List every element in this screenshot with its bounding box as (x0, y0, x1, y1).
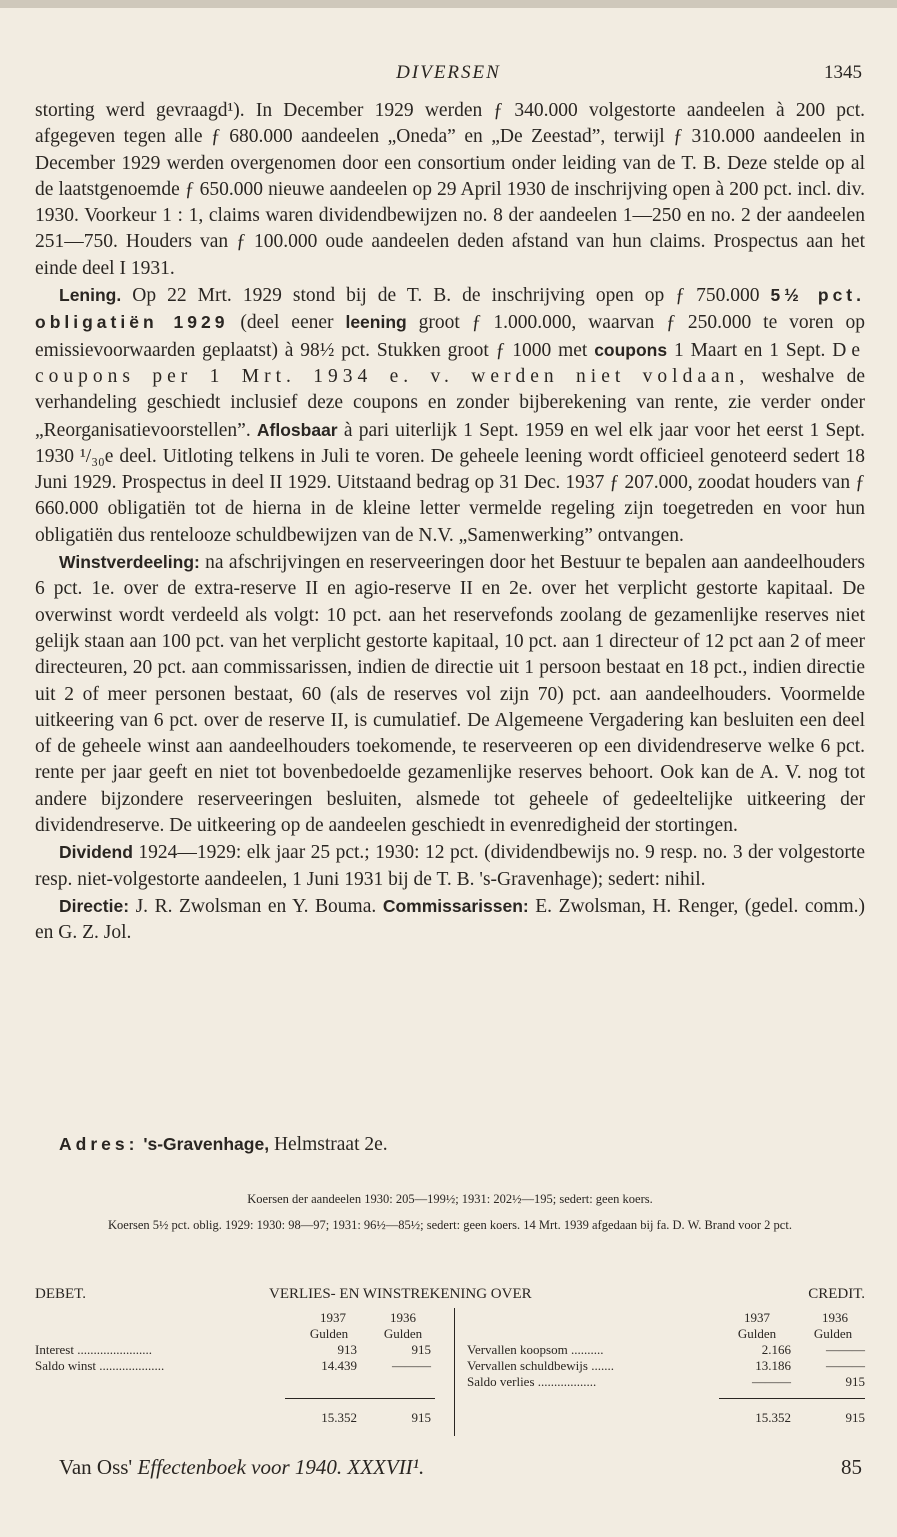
book-reference: Van Oss' Effectenboek voor 1940. XXXVII¹. (59, 1455, 425, 1479)
address-city: 's-Gravenhage, (143, 1134, 270, 1154)
section-title: DIVERSEN (396, 62, 501, 83)
right-total-1937: 15.352 (755, 1410, 791, 1425)
paragraph-dividend: Dividend 1924—1929: elk jaar 25 pct.; 1930: 12 pct. (dividendbewijs no. 9 resp. no. 3 der volgestorte resp. niet-volgestorte aandeelen, 1 Juni 1931 bij de T. B. 's-Gravenhage); sedert: nihil. (35, 842, 865, 890)
right-total-1936: 915 (845, 1410, 865, 1425)
paragraph-capital: storting werd gevraagd¹). In December 1929 werden ƒ 340.000 volgestorte aandeelen à 200 pct. afgegeven tegen alle ƒ 680.000 aandeelen „Oneda” en „De Zeestad”, terwijl ƒ 310.000 aandeelen in December 1929 werden overgenomen door een consortium onder leiding van de T. B. Deze stelde op al de laatstgenoemde ƒ 650.000 nieuwe aandeelen op 29 April 1930 de inschrijving open à 200 pct. incl. div. 1930. Voorkeur 1 : 1, claims waren dividendbewijzen no. 8 der aandeelen 1—250 en no. 2 der aandeelen 251—750. Houders van ƒ 100.000 oude aandeelen deden afstand van hun claims. Prospectus aan het einde deel I 1931. (35, 100, 865, 279)
table-cell: ——— (392, 1358, 431, 1373)
note-share-prices: Koersen der aandeelen 1930: 205—199½; 1931: 202½—195; sedert: geen koers. (247, 1192, 653, 1206)
left-total-rule (285, 1398, 435, 1399)
label-dividend: Dividend (59, 842, 133, 863)
column-divider (454, 1308, 455, 1436)
scan-edge (0, 0, 897, 8)
table-row-label: Interest ....................... (35, 1342, 152, 1357)
label-commissarissen: Commissarissen: (382, 895, 529, 916)
table-cell: ——— (826, 1342, 865, 1357)
table-row-label: Saldo verlies .................. (467, 1374, 597, 1389)
left-total-1936: 915 (411, 1410, 431, 1425)
label-winstverdeeling: Winstverdeeling: (59, 552, 200, 573)
table-cell: ——— (826, 1358, 865, 1373)
table-row-label: Vervallen koopsom .......... (467, 1342, 604, 1357)
table-cell: 13.186 (755, 1358, 791, 1373)
table-row-label: Saldo winst .................... (35, 1358, 165, 1373)
note-bond-prices: Koersen 5½ pct. oblig. 1929: 1930: 98—97; 1931: 96½—85½; sedert: geen koers. 14 Mrt. 1939 afgedaan bij fa. D. W. Brand voor 2 pct. (108, 1218, 792, 1232)
table-cell: 14.439 (321, 1358, 357, 1373)
left-year-1937: 1937 (320, 1310, 346, 1325)
address-label: Adres: (59, 1134, 139, 1154)
table-cell: ——— (752, 1374, 791, 1389)
table-row-label: Vervallen schuldbewijs ....... (467, 1358, 614, 1373)
footer-page-number: 85 (841, 1455, 862, 1479)
page-header (0, 62, 897, 88)
paragraph-directie: Directie: J. R. Zwolsman en Y. Bouma. Commissarissen: E. Zwolsman, H. Renger, (gedel. comm.) en G. Z. Jol. (35, 895, 866, 944)
left-year-1936: 1936 (390, 1310, 416, 1325)
profit-loss-table (35, 1286, 865, 1436)
right-unit-1936: Gulden (813, 1326, 853, 1341)
label-directie: Directie: (59, 895, 130, 916)
table-cell: 913 (337, 1342, 357, 1357)
table-title: VERLIES- EN WINSTREKENING OVER (269, 1286, 532, 1302)
right-year-1936: 1936 (822, 1310, 848, 1325)
left-unit-1936: Gulden (383, 1326, 423, 1341)
left-unit-1937: Gulden (309, 1326, 349, 1341)
spaced-notice: De coupons per 1 Mrt. 1934 e. v. werden niet voldaan, (35, 339, 865, 387)
table-cell: 2.166 (761, 1342, 791, 1357)
right-year-1937: 1937 (744, 1310, 770, 1325)
label-lening: Lening. (59, 285, 122, 306)
left-total-1937: 15.352 (321, 1410, 357, 1425)
label-aflosbaar: Aflosbaar (256, 419, 338, 440)
body-text (35, 98, 865, 947)
right-unit-1937: Gulden (737, 1326, 777, 1341)
address-line (59, 1134, 388, 1156)
address-street: Helmstraat 2e. (269, 1134, 388, 1155)
table-cell: 915 (411, 1342, 431, 1357)
credit-label: CREDIT. (808, 1286, 865, 1302)
page-number: 1345 (824, 62, 862, 83)
debet-label: DEBET. (35, 1286, 86, 1302)
paragraph-lening: Lening. Op 22 Mrt. 1929 stond bij de T. B. de inschrijving open op ƒ 750.000 5½ pct. obligatiën 1929 (deel eener leening groot ƒ 1.000.000, waarvan ƒ 250.000 te voren op emissievoorwaarden geplaatst) à 98½ pct. Stukken groot ƒ 1000 met coupons 1 Maart en 1 Sept. De coupons per 1 Mrt. 1934 e. v. werden niet voldaan, weshalve de verhandeling geschiedt inclusief deze coupons en zonder bijberekening van rente, zie verder onder „Reorganisatievoorstellen”. Aflosbaar à pari uiterlijk 1 Sept. 1959 en wel elk jaar voor het eerst 1 Sept. 1930 ¹/₃₀e deel. Uitloting telkens in Juli te voren. De geheele leening wordt officieel genoteerd sedert 18 Juni 1929. Prospectus in deel II 1929. Uitstaand bedrag op 31 Dec. 1937 ƒ 207.000, zoodat houders van ƒ 660.000 obligatiën tot de hierna in de kleine letter vermelde regeling zijn toegetreden en voor hun obligatiën dus rentelooze schuldbewijzen van de N.V. „Samenwerking” ontvangen. (35, 285, 865, 546)
bond-title: 5½ pct. obligatiën 1929 (35, 285, 865, 333)
paragraph-winstverdeeling: Winstverdeeling: na afschrijvingen en reserveeringen door het Bestuur te bepalen aan aandeelhouders 6 pct. 1e. over de extra-reserve II en agio-reserve II en 2e. over het verplicht gestorte kapitaal. De overwinst wordt verdeeld als volgt: 10 pct. aan het reservefonds zoolang de gezamenlijke reserves niet gelijk staan aan 100 pct. van het verplicht gestorte kapitaal, 10 pct. aan 1 directeur of 12 pct aan 2 of meer directeuren, 20 pct. aan commissarissen, indien de directie uit 1 persoon bestaat en 18 pct., indien directie uit 2 of meer personen bestaat, 60 (als de reserves vol zijn 70) pct. aan aandeelhouders. Voormelde uitkeering van 6 pct. over de reserve II, is cumulatief. De Algemeene Vergadering kan besluiten een deel of de geheele winst aan aandeelhouders toekomende, te reserveeren op een dividendreserve welke 6 pct. rente per jaar geeft en niet tot bovenbedoelde gezamenlijke reserves behoort. Ook kan de A. V. nog tot andere bijzondere reserveeringen besluiten, alsmede tot geheele of gedeeltelijke uitkeering der dividendreserve. De uitkeering op de aandeelen geschiedt in evenredigheid der stortingen. (35, 552, 865, 837)
right-total-rule (719, 1398, 865, 1399)
table-cell: 915 (845, 1374, 865, 1389)
